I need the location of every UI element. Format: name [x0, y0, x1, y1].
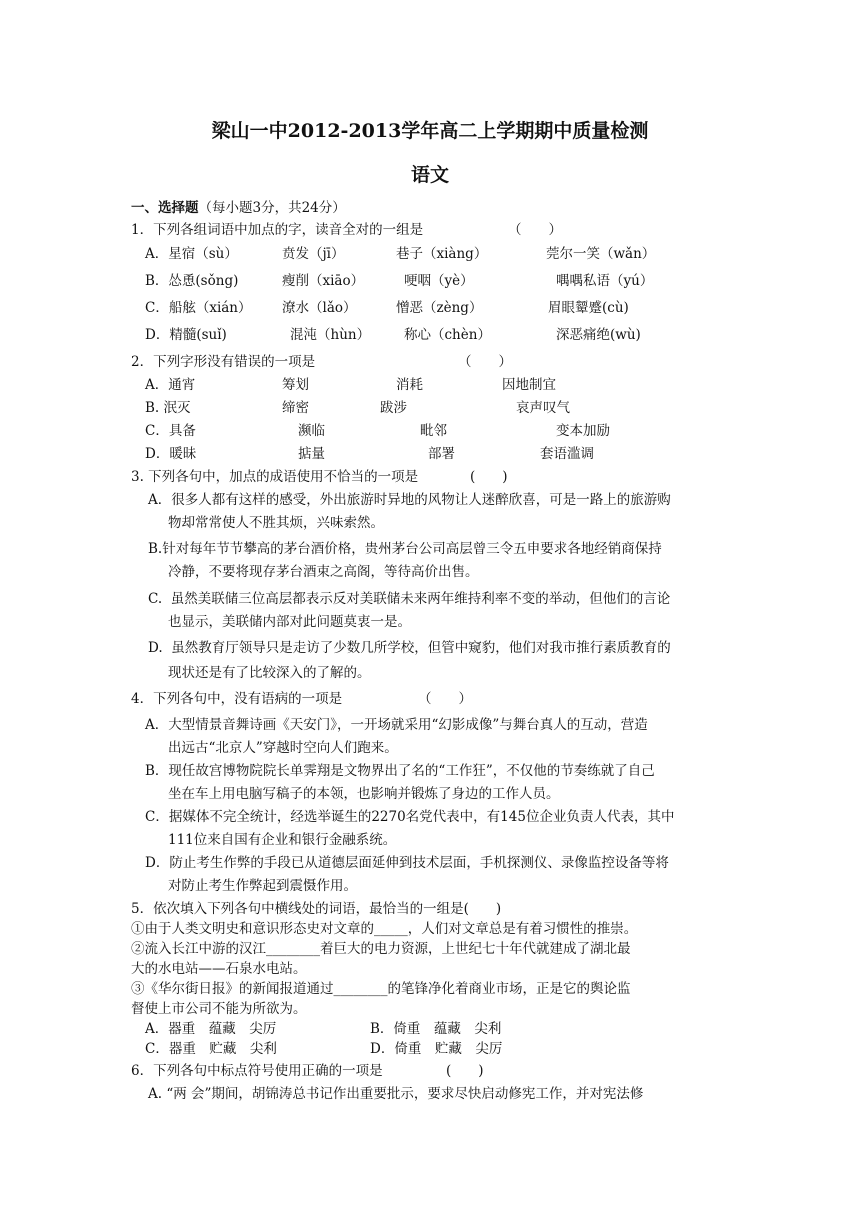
section-heading	[131, 199, 346, 217]
q1-answer-paren: （ ）	[508, 222, 562, 238]
q2-option-c-2: 濒临	[298, 423, 325, 439]
q2-stem: 2．下列字形没有错误的一项是	[131, 354, 316, 370]
q2-option-d-1: D．暖昧	[145, 446, 197, 462]
q2-option-d-2: 掂量	[298, 446, 325, 462]
q3-stem: 3. 下列各句中，加点的成语使用不恰当的一项是	[131, 469, 419, 485]
q1-option-a-4: 莞尔一笑（wǎn）	[546, 246, 656, 262]
q1-option-d-1: D．精髓(suǐ)	[145, 327, 227, 343]
q2-option-b-3: 跋涉	[380, 400, 407, 416]
q3-option-a-line2: 物却常常使人不胜其烦，兴味索然。	[168, 515, 384, 531]
q5-option-b: B．倚重 蕴藏 尖利	[370, 1021, 502, 1037]
q5-sentence-1: ①由于人类文明史和意识形态史对文章的_____，人们对文章总是有着习惯性的推崇。	[131, 921, 638, 937]
q4-option-d-line2: 对防止考生作弊起到震慑作用。	[168, 878, 357, 894]
q6-stem: 6．下列各句中标点符号使用正确的一项是	[131, 1063, 383, 1079]
q2-option-a-2: 筹划	[282, 377, 309, 393]
q4-option-b-line2: 坐在车上用电脑写稿子的本领，也影响并锻炼了身边的工作人员。	[168, 786, 560, 802]
q3-option-b-line1: B.针对每年节节攀高的茅台酒价格，贵州茅台公司高层曾三令五申要求各地经销商保持	[148, 541, 662, 557]
q4-option-d-line1: D．防止考生作弊的手段已从道德层面延伸到技术层面，手机探测仪、录像监控设备等将	[145, 855, 669, 871]
section-heading-note: （每小题3分，共24分）	[198, 200, 346, 216]
q6-option-a-line1: A. “两 会”期间，胡锦涛总书记作出重要批示，要求尽快启动修宪工作，并对宪法修	[148, 1086, 644, 1102]
q4-stem: 4．下列各句中，没有语病的一项是	[131, 691, 343, 707]
q3-option-d-line1: D. 虽然教育厅领导只是走访了少数几所学校，但管中窥豹，他们对我市推行素质教育的	[148, 640, 671, 656]
q3-answer-paren: ( )	[470, 469, 508, 485]
q2-option-d-4: 套语滥调	[540, 446, 594, 462]
q1-option-b-2: 瘦削（xiāo）	[282, 273, 365, 289]
subject-title: 语文	[410, 164, 449, 186]
q2-answer-paren: （ ）	[458, 354, 512, 370]
q3-option-d-line2: 现状还是有了比较深入的了解的。	[168, 665, 371, 681]
q2-option-a-3: 消耗	[396, 377, 423, 393]
q2-option-b-1: B. 泯灭	[145, 400, 191, 416]
q1-option-c-3: 憎恶（zèng）	[396, 300, 483, 316]
q5-sentence-2-line2: 大的水电站——石泉水电站。	[131, 961, 307, 977]
q2-option-b-4: 哀声叹气	[516, 400, 570, 416]
q5-option-a: A．器重 蕴藏 尖厉	[145, 1021, 277, 1037]
section-heading-label: 一、选择题	[131, 200, 199, 216]
q2-option-d-3: 部署	[428, 446, 455, 462]
q1-option-b-4: 喁喁私语（yú）	[556, 273, 654, 289]
q4-option-c-line2: 111位来自国有企业和银行金融系统。	[168, 832, 397, 848]
q1-option-d-4: 深恶痛绝(wù)	[556, 327, 641, 343]
q4-option-c-line1: C．据媒体不完全统计，经选举诞生的2270名党代表中，有145位企业负责人代表，其中	[145, 809, 675, 825]
q1-option-c-2: 潦水（lǎo）	[282, 300, 357, 316]
q2-option-c-4: 变本加励	[556, 423, 610, 439]
q1-option-a-2: 贲发（jī）	[282, 246, 345, 262]
q4-option-a-line2: 出远古“北京人”穿越时空向人们跑来。	[168, 740, 398, 756]
q1-option-b-3: 哽咽（yè）	[404, 273, 474, 289]
q5-sentence-3-line1: ③《华尔街日报》的新闻报道通过________的笔锋净化着商业市场，正是它的舆论监	[131, 981, 631, 997]
q1-option-b-1: B．怂恿(sǒng)	[145, 273, 239, 289]
q2-option-b-2: 缔密	[282, 400, 309, 416]
q5-stem: 5．依次填入下列各句中横线处的词语，最恰当的一组是( )	[131, 901, 502, 917]
q2-option-a-4: 因地制宜	[502, 377, 556, 393]
q5-sentence-2-line1: ②流入长江中游的汉江________着巨大的电力资源，上世纪七十年代就建成了湖北最	[131, 941, 631, 957]
q5-option-c: C．器重 贮藏 尖利	[145, 1041, 277, 1057]
page-title: 梁山一中2012-2013学年高二上学期期中质量检测	[211, 120, 649, 142]
q1-option-d-2: 混沌（hùn）	[290, 327, 371, 343]
q2-option-c-1: C．具备	[145, 423, 196, 439]
q4-option-a-line1: A．大型情景音舞诗画《天安门》，一开场就采用“幻影成像”与舞台真人的互动，营造	[145, 717, 648, 733]
q1-option-a-3: 巷子（xiàng）	[396, 246, 488, 262]
q2-option-c-3: 毗邻	[420, 423, 447, 439]
q5-sentence-3-line2: 督使上市公司不能为所欲为。	[131, 1001, 307, 1017]
q4-answer-paren: （ ）	[418, 691, 472, 707]
q1-option-c-4: 眉眼颦蹙(cù)	[548, 300, 629, 316]
q1-option-a-1: A．星宿（sù）	[145, 246, 238, 262]
q5-option-d: D．倚重 贮藏 尖厉	[370, 1041, 503, 1057]
q1-stem: 1．下列各组词语中加点的字，读音全对的一组是	[131, 222, 424, 238]
q3-option-b-line2: 冷静，不要将现存茅台酒束之高阁，等待高价出售。	[168, 564, 479, 580]
q1-option-c-1: C．船舷（xián）	[145, 300, 252, 316]
q1-option-d-3: 称心（chèn）	[404, 327, 491, 343]
q3-option-c-line2: 也显示，美联储内部对此问题莫衷一是。	[168, 614, 411, 630]
q2-option-a-1: A．通宵	[145, 377, 196, 393]
q3-option-a-line1: A．很多人都有这样的感受，外出旅游时异地的风物让人迷醉欣喜，可是一路上的旅游购	[148, 492, 671, 508]
q3-option-c-line1: C. 虽然美联储三位高层都表示反对美联储未来两年维持利率不变的举动，但他们的言论	[148, 591, 671, 607]
q4-option-b-line1: B．现任故宫博物院院长单霁翔是文物界出了名的“工作狂”，不仅他的节奏练就了自己	[145, 763, 655, 779]
q6-answer-paren: ( )	[446, 1063, 484, 1079]
